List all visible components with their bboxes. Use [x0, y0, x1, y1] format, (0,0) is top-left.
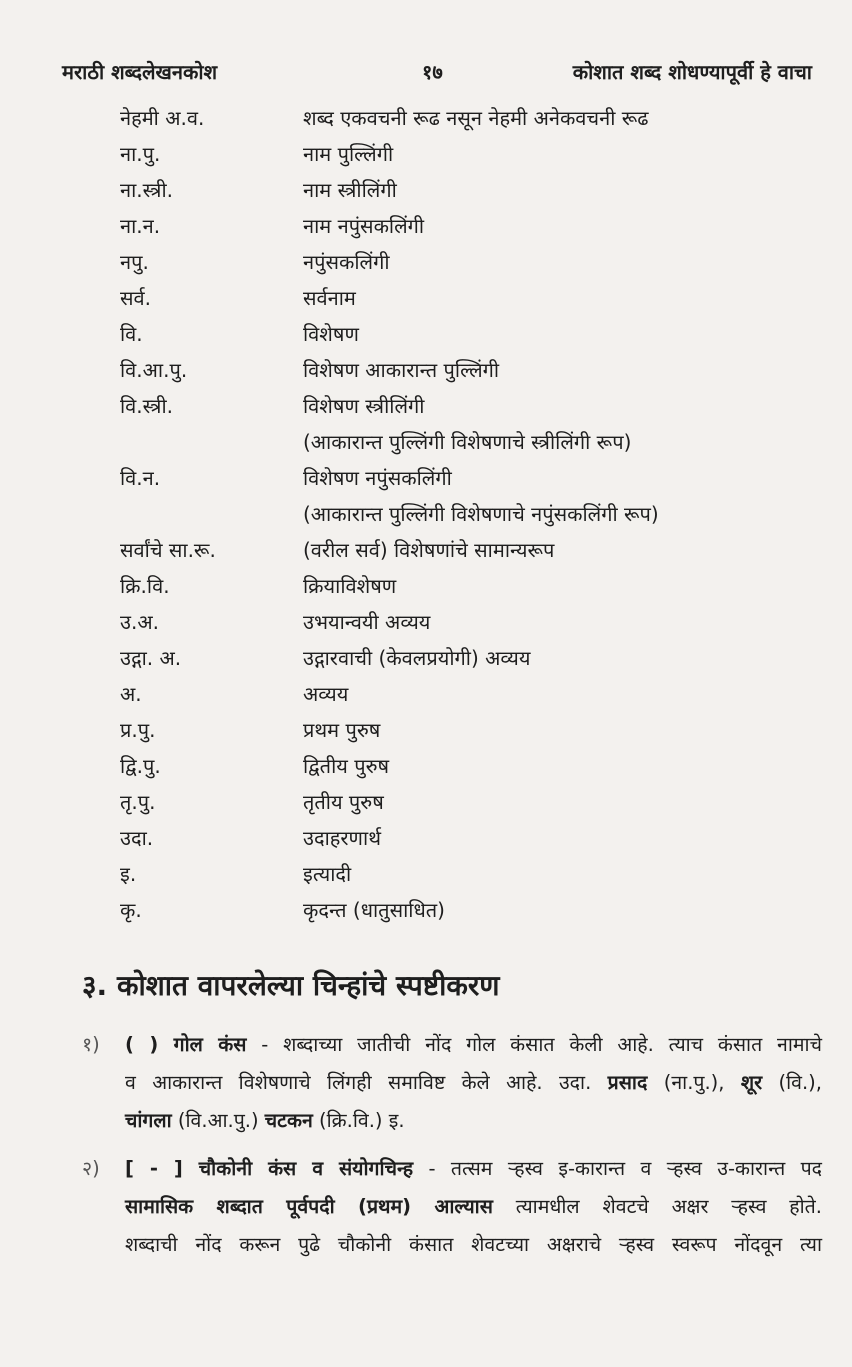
abbreviation: वि.न.	[120, 466, 161, 490]
abbreviation-meaning: (आकारान्त पुल्लिंगी विशेषणाचे स्त्रीलिंगी रूप)	[303, 430, 632, 454]
abbreviation-meaning: (वरील सर्व) विशेषणांचे सामान्यरूप	[303, 538, 555, 562]
item-line	[125, 1064, 822, 1102]
abbreviation-meaning: विशेषण आकारान्त पुल्लिंगी	[303, 358, 500, 382]
abbreviation-meaning: उभयान्वयी अव्यय	[303, 610, 431, 634]
page-number: १७	[422, 60, 443, 84]
section-heading: ३. कोशात वापरलेल्या चिन्हांचे स्पष्टीकरण	[82, 969, 500, 1002]
abbreviation: उद्गा. अ.	[120, 646, 182, 670]
example-word: चांगला	[125, 1109, 172, 1132]
item-number: १)	[82, 1033, 100, 1056]
page-header	[62, 52, 812, 92]
abbreviation-row	[120, 208, 820, 244]
item-term: ( ) गोल कंस	[125, 1033, 247, 1056]
abbreviation-row	[120, 820, 820, 856]
abbreviation-row	[120, 388, 820, 424]
abbreviation-row	[120, 280, 820, 316]
abbreviation-meaning: विशेषण स्त्रीलिंगी	[303, 394, 425, 418]
abbreviation-meaning: सर्वनाम	[303, 286, 356, 310]
item-number: २)	[82, 1157, 100, 1180]
item-text: (वि.),	[762, 1071, 822, 1094]
abbreviation-meaning: शब्द एकवचनी रूढ नसून नेहमी अनेकवचनी रूढ	[303, 106, 649, 130]
abbreviation: द्वि.पु.	[120, 754, 161, 778]
abbreviation: ना.पु.	[120, 142, 161, 166]
item-text: शब्दाची नोंद करून पुढे चौकोनी कंसात शेवटच्या अक्षराचे ऱ्हस्व स्वरूप नोंदवून त्या	[125, 1233, 822, 1256]
abbreviation-meaning: उद्गारवाची (केवलप्रयोगी) अव्यय	[303, 646, 531, 670]
item-body	[125, 1150, 822, 1264]
abbreviation: तृ.पु.	[120, 790, 156, 814]
abbreviation-meaning: (आकारान्त पुल्लिंगी विशेषणाचे नपुंसकलिंगी रूप)	[303, 502, 659, 526]
abbreviation-row	[120, 604, 820, 640]
abbreviation: सर्वांचे सा.रू.	[120, 538, 216, 562]
abbreviation: नपु.	[120, 250, 149, 274]
abbreviation-row	[120, 352, 820, 388]
item-text: (वि.आ.पु.)	[171, 1109, 265, 1132]
example-word: प्रसाद	[607, 1071, 648, 1094]
abbreviation-meaning: तृतीय पुरुष	[303, 790, 384, 814]
item-text: - शब्दाच्या जातीची नोंद गोल कंसात केली आहे. त्याच कंसात नामाचे	[246, 1033, 822, 1056]
header-book-title: मराठी शब्दलेखनकोश	[62, 60, 218, 84]
abbreviation-meaning: क्रियाविशेषण	[303, 574, 397, 598]
abbreviation: उदा.	[120, 826, 154, 850]
abbreviation-meaning: उदाहरणार्थ	[303, 826, 381, 850]
abbreviation-meaning: नाम स्त्रीलिंगी	[303, 178, 397, 202]
abbreviation-meaning: कृदन्त (धातुसाधित)	[303, 898, 445, 922]
abbreviation-row	[120, 460, 820, 496]
abbreviation-meaning: अव्यय	[303, 682, 349, 706]
abbreviation-row	[120, 496, 820, 532]
abbreviation-meaning: विशेषण नपुंसकलिंगी	[303, 466, 452, 490]
abbreviation-meaning: प्रथम पुरुष	[303, 718, 381, 742]
abbreviation: वि.आ.पु.	[120, 358, 188, 382]
item-text: (ना.पु.),	[647, 1071, 741, 1094]
item-line	[125, 1188, 822, 1226]
abbreviation-meaning: विशेषण	[303, 322, 359, 346]
abbreviation-row	[120, 100, 820, 136]
abbreviation-row	[120, 712, 820, 748]
abbreviation-row	[120, 424, 820, 460]
abbreviation: उ.अ.	[120, 610, 159, 634]
header-chapter-title: कोशात शब्द शोधण्यापूर्वी हे वाचा	[572, 60, 812, 84]
example-word: शूर	[740, 1071, 763, 1094]
abbreviation-meaning: नाम पुल्लिंगी	[303, 142, 394, 166]
abbreviation-row	[120, 640, 820, 676]
item-text: - तत्सम ऱ्हस्व इ-कारान्त व ऱ्हस्व उ-कारान्त पद	[413, 1157, 822, 1180]
item-line	[125, 1150, 822, 1188]
abbreviation-row	[120, 172, 820, 208]
abbreviation: कृ.	[120, 898, 142, 922]
item-body	[125, 1026, 822, 1140]
abbreviation: प्र.पु.	[120, 718, 156, 742]
abbreviation-row	[120, 856, 820, 892]
abbreviation: इ.	[120, 862, 137, 886]
abbreviation: ना.स्त्री.	[120, 178, 173, 202]
example-word: चटकन	[264, 1109, 313, 1132]
abbreviation-row	[120, 892, 820, 928]
abbreviation-meaning: द्वितीय पुरुष	[303, 754, 390, 778]
abbreviation-row	[120, 316, 820, 352]
item-text: (क्रि.वि.) इ.	[312, 1109, 405, 1132]
abbreviation: वि.स्त्री.	[120, 394, 174, 418]
abbreviation-meaning: नाम नपुंसकलिंगी	[303, 214, 425, 238]
abbreviation-row	[120, 748, 820, 784]
abbreviation: सर्व.	[120, 286, 151, 310]
abbreviation-row	[120, 784, 820, 820]
list-item	[82, 1150, 822, 1264]
abbreviation: क्रि.वि.	[120, 574, 170, 598]
item-text: त्यामधील शेवटचे अक्षर ऱ्हस्व होते.	[492, 1195, 822, 1218]
abbreviation-row	[120, 676, 820, 712]
item-line	[125, 1226, 822, 1264]
abbreviation: अ.	[120, 682, 142, 706]
item-term: [ - ] चौकोनी कंस व संयोगचिन्ह	[125, 1157, 414, 1180]
abbreviation-meaning: इत्यादी	[303, 862, 352, 886]
item-term: सामासिक शब्दात पूर्वपदी (प्रथम) आल्यास	[125, 1195, 493, 1218]
abbreviation: वि.	[120, 322, 143, 346]
abbreviation-list	[120, 100, 820, 928]
abbreviation-row	[120, 532, 820, 568]
abbreviation-row	[120, 568, 820, 604]
list-item	[82, 1026, 822, 1140]
abbreviation-meaning: नपुंसकलिंगी	[303, 250, 390, 274]
abbreviation-row	[120, 136, 820, 172]
abbreviation-row	[120, 244, 820, 280]
item-line	[125, 1026, 822, 1064]
item-line	[125, 1102, 822, 1140]
item-text: व आकारान्त विशेषणाचे लिंगही समाविष्ट केले आहे. उदा.	[125, 1071, 608, 1094]
abbreviation: ना.न.	[120, 214, 161, 238]
abbreviation: नेहमी अ.व.	[120, 106, 205, 130]
